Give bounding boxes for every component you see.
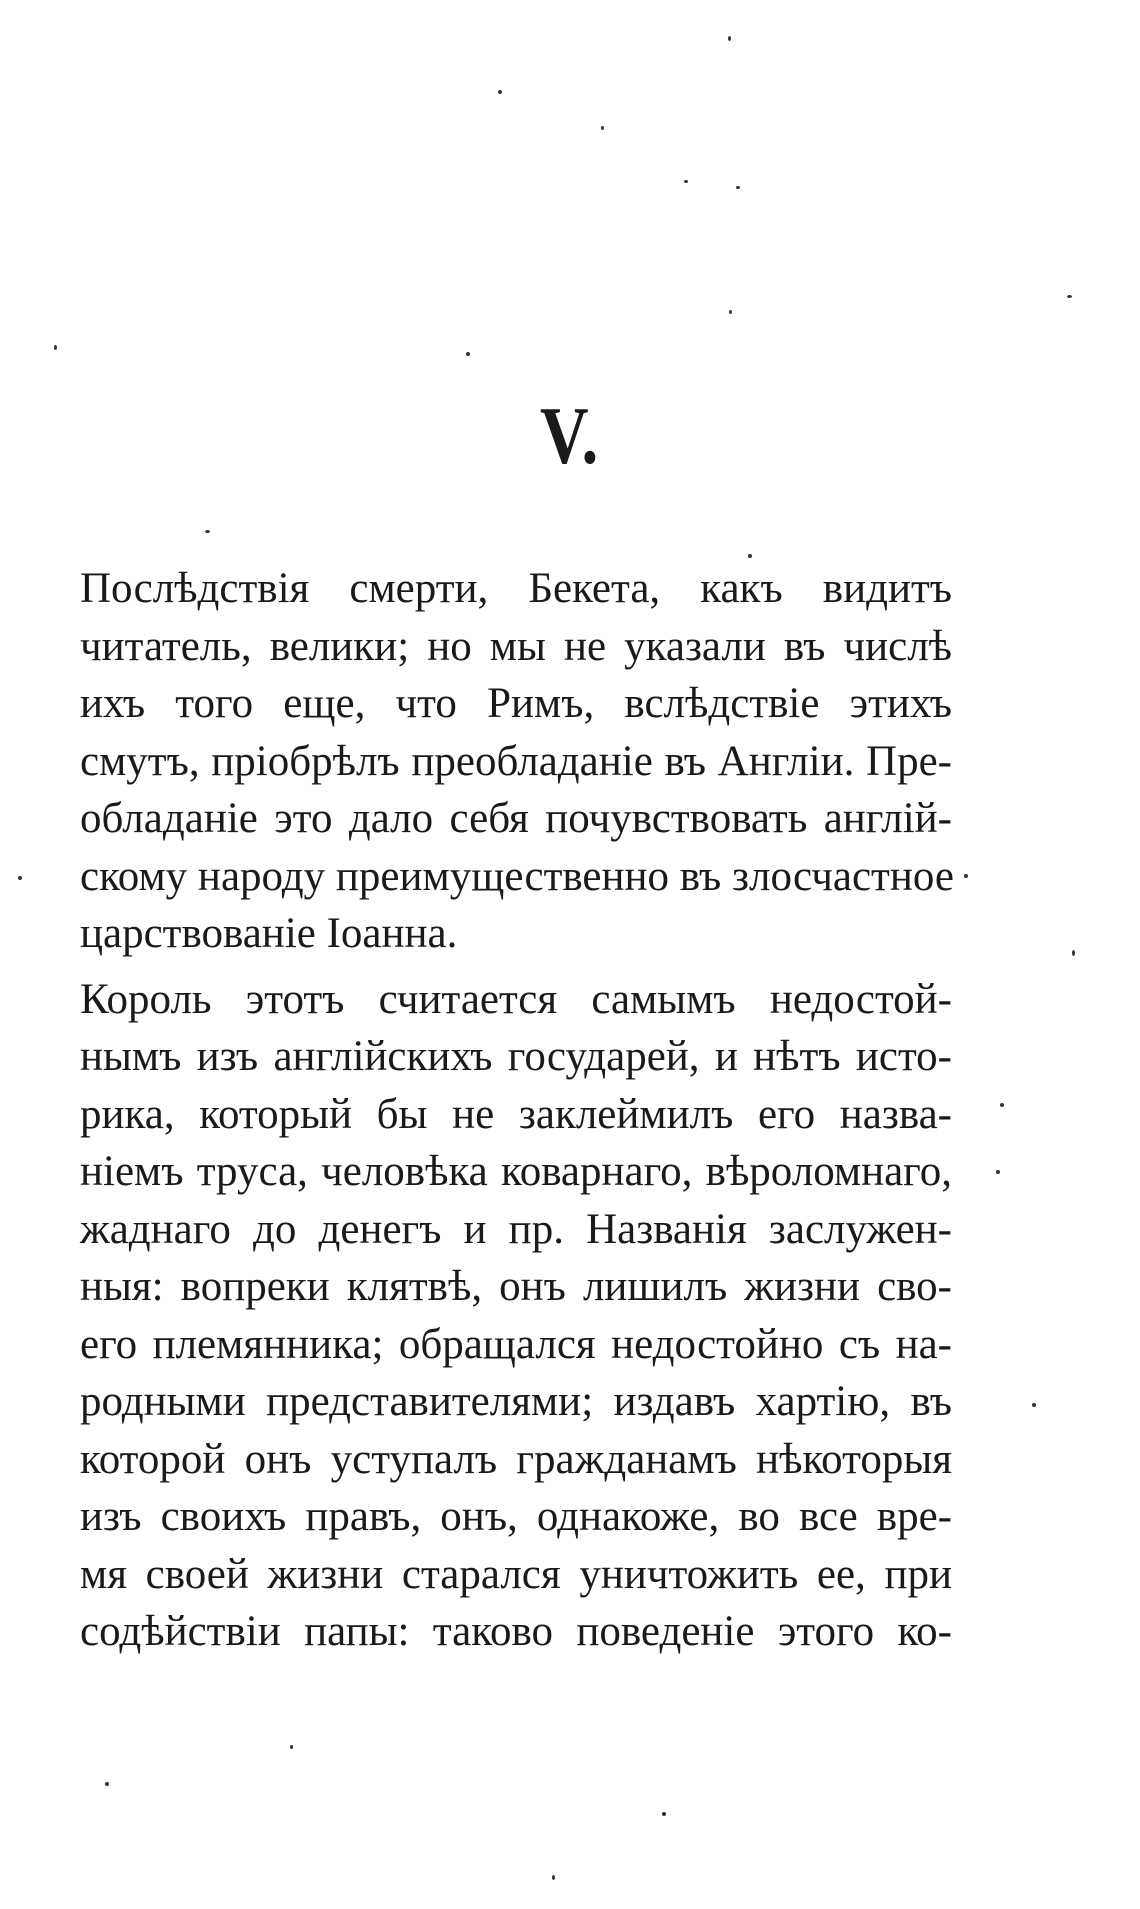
scan-speck xyxy=(1000,1103,1004,1107)
paragraph-1 xyxy=(80,560,952,963)
chapter-number: V. xyxy=(540,390,600,481)
scan-speck xyxy=(1072,950,1075,956)
scan-speck xyxy=(466,352,470,356)
scan-speck xyxy=(498,90,502,94)
text-line: родными представителями; издавъ хартію, въ xyxy=(80,1378,952,1425)
scan-speck xyxy=(748,554,752,558)
body-text xyxy=(80,560,952,1661)
scan-speck xyxy=(290,1745,293,1749)
scan-speck xyxy=(18,876,22,880)
text-line: изъ своихъ правъ, онъ, однакоже, во все вре- xyxy=(80,1493,952,1540)
text-line: ніемъ труса, человѣка коварнаго, вѣроломнаго, xyxy=(80,1148,952,1195)
text-line: рика, который бы не заклеймилъ его назва- xyxy=(80,1090,952,1138)
scan-speck xyxy=(964,874,968,878)
scan-speck xyxy=(996,1170,1000,1174)
text-line: Король этотъ считается самымъ недостой- xyxy=(80,975,952,1023)
text-line: содѣйствіи папы: таково поведеніе этого ко- xyxy=(80,1608,952,1655)
scan-speck xyxy=(662,1812,666,1816)
text-line: читатель, велики; но мы не указали въ числѣ xyxy=(80,622,952,670)
text-line: нымъ изъ англійскихъ государей, и нѣтъ исто- xyxy=(80,1033,952,1080)
scan-speck xyxy=(1067,295,1072,298)
scan-speck xyxy=(601,126,604,130)
paragraph-2 xyxy=(80,971,952,1661)
scan-speck xyxy=(54,345,57,350)
text-line: Послѣдствія смерти, Бекета, какъ видитъ xyxy=(80,565,952,612)
text-line: ныя: вопреки клятвѣ, онъ лишилъ жизни сво- xyxy=(80,1263,952,1310)
scan-speck xyxy=(728,36,731,41)
scan-speck xyxy=(552,1875,555,1880)
text-line: смутъ, пріобрѣлъ преобладаніе въ Англіи. Пре- xyxy=(80,737,952,785)
scan-speck xyxy=(684,180,688,183)
scan-speck xyxy=(105,1782,109,1786)
text-line: жаднаго до денегъ и пр. Названія заслужен- xyxy=(80,1205,952,1253)
scan-speck xyxy=(736,186,740,189)
scan-speck xyxy=(1032,1403,1036,1407)
text-line: ихъ того еще, что Римъ, вслѣдствіе этихъ xyxy=(80,680,952,727)
text-line: мя своей жизни старался уничтожить ее, при xyxy=(80,1550,952,1598)
scan-speck xyxy=(205,530,210,533)
text-line: скому народу преимущественно въ злосчастное xyxy=(80,852,954,900)
text-line: обладаніе это дало себя почувствовать англій- xyxy=(80,795,952,842)
scan-speck xyxy=(729,310,732,314)
text-line: его племянника; обращался недостойно съ на- xyxy=(80,1320,952,1368)
text-line: которой онъ уступалъ гражданамъ нѣкоторыя xyxy=(80,1435,952,1483)
text-line: царствованіе Іоанна. xyxy=(80,910,458,957)
